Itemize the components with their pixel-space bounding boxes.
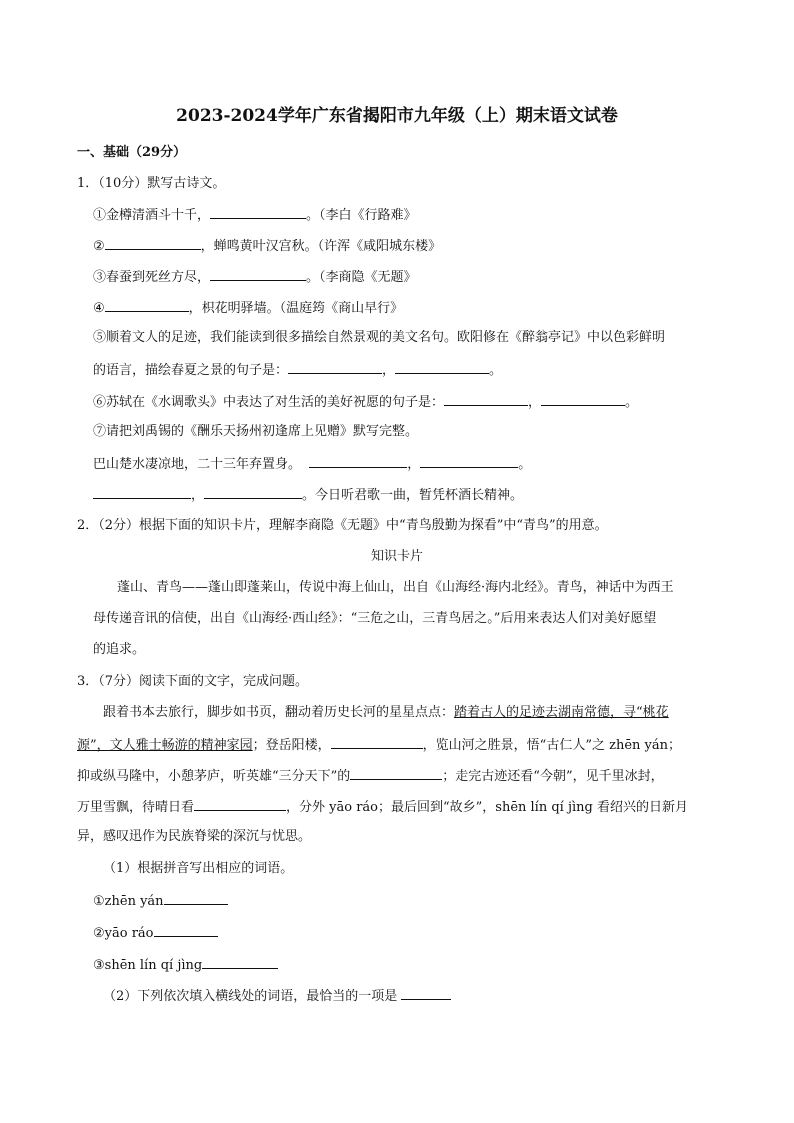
answer-blank[interactable] — [202, 955, 278, 969]
q1-line-6 — [93, 360, 502, 380]
q1-line-5: ⑤顺着文人的足迹，我们能读到很多描绘自然景观的美文名句。欧阳修在《醉翁亭记》中以色彩鲜明 — [93, 330, 666, 345]
q1-line-10 — [93, 485, 523, 505]
answer-blank[interactable] — [288, 360, 382, 374]
page-title: 2023-2024学年广东省揭阳市九年级（上）期末语文试卷 — [176, 106, 618, 126]
q1-line-4-marker: ④ — [93, 301, 105, 316]
answer-blank[interactable] — [93, 485, 191, 499]
q1-line-7 — [93, 392, 638, 412]
question-3-stem: 3．（7分）阅读下面的文字，完成问题。 — [77, 674, 309, 689]
passage-line-5: 异，感叹迅作为民族脊梁的深沉与忧思。 — [77, 829, 312, 844]
answer-blank[interactable] — [401, 986, 451, 1000]
passage-line-1 — [103, 704, 669, 722]
q1-line-7-text: ⑥苏轼在《水调歌头》中表达了对生活的美好祝愿的句子是： — [93, 395, 445, 410]
answer-blank[interactable] — [154, 923, 218, 937]
q1-line-1-text: ①金樽清酒斗十千， — [93, 208, 211, 223]
comma: ， — [407, 457, 421, 472]
passage-line-4 — [77, 797, 688, 817]
answer-blank[interactable] — [164, 891, 228, 905]
answer-blank[interactable] — [331, 735, 423, 749]
answer-blank[interactable] — [194, 797, 286, 811]
answer-blank[interactable] — [210, 267, 306, 281]
passage-text: 万里雪飘，待晴日看 — [77, 800, 195, 815]
q1-line-8: ⑦请把刘禹锡的《酬乐天扬州初逢席上见赠》默写完整。 — [93, 424, 419, 439]
knowledge-card-line-1: 蓬山、青鸟——蓬山即蓬莱山，传说中海上仙山，出自《山海经·海内北经》。青鸟，神话中为西王 — [117, 580, 674, 595]
answer-blank[interactable] — [395, 360, 489, 374]
passage-text: 抑或纵马隆中，小憩茅庐，听英雄“三分天下”的 — [77, 769, 351, 784]
q1-line-1 — [93, 205, 417, 225]
passage-text: ，览山河之胜景，悟“古仁人”之 zhēn yán； — [422, 738, 681, 753]
question-2-stem: 2．（2分）根据下面的知识卡片，理解李商隐《无题》中“青鸟殷勤为探看”中“青鸟”的用意。 — [77, 518, 608, 533]
pinyin-label: ②yāo ráo — [93, 926, 154, 941]
comma: ， — [191, 488, 205, 503]
passage-text: ；登岳阳楼， — [252, 738, 331, 753]
passage-text: 跟着书本去旅行，脚步如书页，翻动着历史长河的星星点点： — [103, 705, 455, 720]
q1-line-9 — [93, 454, 531, 474]
sub-question-2 — [103, 986, 451, 1006]
underlined-phrase: 源”，文人雅士畅游的精神家园 — [77, 738, 253, 753]
q1-line-2 — [93, 236, 441, 256]
knowledge-card-line-3: 的追求。 — [93, 642, 146, 657]
passage-line-3 — [77, 766, 664, 786]
pinyin-item-1 — [93, 891, 228, 911]
passage-text: ；走完古迹还看“今朝”，见千里冰封， — [442, 769, 664, 784]
answer-blank[interactable] — [420, 454, 518, 468]
question-1-stem: 1．（10分）默写古诗文。 — [77, 176, 226, 191]
q1-line-3 — [93, 267, 417, 287]
period: 。 — [625, 395, 639, 410]
passage-text: ，分外 yāo ráo；最后回到“故乡”，shēn lín qí jìng 看绍兴的日新月 — [286, 800, 688, 815]
passage-line-2 — [77, 735, 681, 755]
answer-blank[interactable] — [444, 392, 528, 406]
q1-line-3-source: 。（李商隐《无题》 — [306, 270, 417, 285]
underlined-phrase: 踏着古人的足迹去湖南常德，寻“桃花 — [454, 705, 669, 720]
pinyin-item-3 — [93, 955, 278, 975]
q1-line-4 — [93, 298, 403, 318]
comma: ， — [382, 363, 396, 378]
answer-blank[interactable] — [204, 485, 302, 499]
pinyin-item-2 — [93, 923, 218, 943]
q1-line-2-marker: ② — [93, 239, 105, 254]
period: 。 — [518, 457, 532, 472]
q1-line-3-text: ③春蚕到死丝方尽， — [93, 270, 211, 285]
knowledge-card-line-2: 母传递音讯的信使，出自《山海经·西山经》：“三危之山，三青鸟居之。”后用来表达人们对美好愿望 — [93, 611, 657, 626]
section-heading: 一、基础（29分） — [77, 145, 187, 160]
q1-line-9-text: 巴山楚水凄凉地，二十三年弃置身。 — [93, 457, 302, 472]
q1-line-4-text: ，枳花明驿墙。（温庭筠《商山早行》 — [188, 301, 404, 316]
knowledge-card-title: 知识卡片 — [370, 549, 423, 564]
answer-blank[interactable] — [210, 205, 306, 219]
q1-line-10-text: 。今日听君歌一曲，暂凭杯酒长精神。 — [302, 488, 524, 503]
comma: ， — [528, 395, 542, 410]
sub-question-1: （1）根据拼音写出相应的词语。 — [103, 861, 294, 876]
pinyin-label: ①zhēn yán — [93, 894, 164, 909]
q1-line-2-text: ，蝉鸣黄叶汉宫秋。（许浑《咸阳城东楼》 — [200, 239, 442, 254]
sub-question-2-text: （2）下列依次填入横线处的词语，最恰当的一项是 — [103, 989, 398, 1004]
answer-blank[interactable] — [541, 392, 625, 406]
q1-line-1-source: 。（李白《行路难》 — [306, 208, 417, 223]
q1-line-6-text: 的语言，描绘春夏之景的句子是： — [93, 363, 289, 378]
answer-blank[interactable] — [309, 454, 407, 468]
answer-blank[interactable] — [105, 298, 189, 312]
pinyin-label: ③shēn lín qí jìng — [93, 958, 203, 973]
answer-blank[interactable] — [105, 236, 201, 250]
answer-blank[interactable] — [350, 766, 442, 780]
period: 。 — [489, 363, 503, 378]
